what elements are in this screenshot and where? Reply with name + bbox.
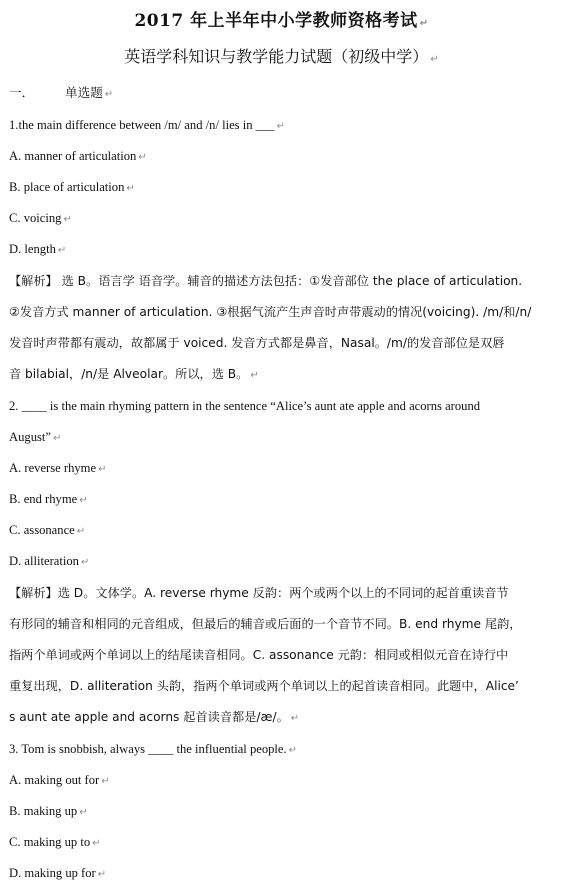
q2-analysis-line: 重复出现，D. alliteration 头韵，指两个单词或两个单词以上的起首读音相同。此题中，Alice’ [9,679,519,693]
section-label: 单选题 [65,85,103,100]
q1-option-c: C. voicing ↵ [9,211,72,225]
question-1-stem: 1.the main difference between /m/ and /n/ lies in ___ ↵ [9,118,285,132]
section-number: 一． [9,85,35,100]
question-3-stem: 3. Tom is snobbish, always ____ the influential people. ↵ [9,742,298,756]
q1-analysis-line: 【解析】 选 B。语言学 语音学。辅音的描述方法包括：①发音部位 the place of articulation. [9,274,523,288]
q1-option-a: A. manner of articulation ↵ [9,149,147,163]
question-2-stem-cont: August” ↵ [9,430,62,444]
q3-option-a: A. making out for ↵ [9,773,110,787]
q1-option-d: D. length ↵ [9,242,67,256]
q2-analysis-line: 【解析】选 D。文体学。A. reverse rhyme 反韵：两个或两个以上的不同词的起首重读音节 [9,586,509,600]
q2-analysis-line: s aunt ate apple and acorns 起首读音都是/æ/。 ↵ [9,710,300,724]
exam-subtitle: 英语学科知识与教学能力试题（初级中学） ↵ [124,47,439,66]
q3-option-d: D. making up for ↵ [9,866,107,880]
exam-title: 2017 年上半年中小学教师资格考试 ↵ [134,11,429,31]
q1-option-b: B. place of articulation ↵ [9,180,135,194]
q2-analysis-line: 指两个单词或两个单词以上的结尾读音相同。C. assonance 元韵：相同或相似元音在诗行中 [9,648,509,662]
section-heading: 一． 单选题 ↵ [9,85,114,100]
q1-analysis-line: 音 bilabial，/n/是 Alveolar。所以，选 B。 ↵ [9,367,259,381]
paragraph-mark: ↵ [430,54,439,65]
q2-option-c: C. assonance ↵ [9,523,86,537]
paragraph-mark: ↵ [419,18,429,29]
q1-analysis-line: 发音时声带都有震动，故都属于 voiced. 发音方式都是鼻音，Nasal。/m/的发音部位是双唇 [9,336,505,350]
q3-option-c: C. making up to ↵ [9,835,101,849]
question-2-stem: 2. ____ is the main rhyming pattern in the sentence “Alice’s aunt ate apple and acorns around [9,399,481,413]
q3-option-b: B. making up ↵ [9,804,88,818]
q2-option-d: D. alliteration ↵ [9,554,90,568]
q2-option-b: B. end rhyme ↵ [9,492,88,506]
q2-option-a: A. reverse rhyme ↵ [9,461,107,475]
q1-analysis-line: ②发音方式 manner of articulation. ③根据气流产生声音时声带震动的情况(voicing). /m/和/n/ [9,305,532,319]
q2-analysis-line: 有形同的辅音和相同的元音组成，但最后的辅音或后面的一个音节不同。B. end rhyme 尾韵， [9,617,522,631]
